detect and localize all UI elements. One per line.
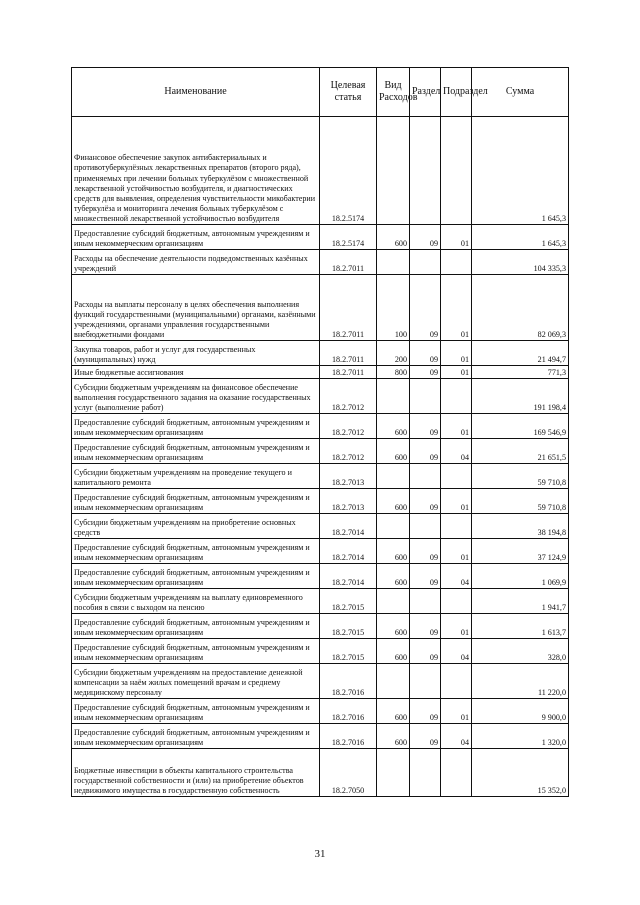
cell-subsection: 01 xyxy=(441,614,472,639)
cell-sum: 38 194,8 xyxy=(472,514,569,539)
cell-subsection xyxy=(441,250,472,275)
cell-section: 09 xyxy=(410,275,441,341)
table-row xyxy=(72,724,569,749)
cell-target-article: 18.2.7012 xyxy=(320,439,377,464)
cell-section xyxy=(410,117,441,225)
table-row xyxy=(72,117,569,225)
cell-target-article: 18.2.7014 xyxy=(320,514,377,539)
cell-target-article: 18.2.7011 xyxy=(320,250,377,275)
cell-expense-type xyxy=(377,379,410,414)
cell-subsection xyxy=(441,749,472,797)
cell-section xyxy=(410,514,441,539)
cell-subsection: 01 xyxy=(441,414,472,439)
cell-sum: 1 645,3 xyxy=(472,225,569,250)
cell-name: Предоставление субсидий бюджетным, автономным учреждениям и иным некоммерческим организациям xyxy=(72,414,320,439)
cell-name: Расходы на выплаты персоналу в целях обеспечения выполнения функций государственными (муниципальными) органами, казёнными учреждениями, органами управления государственными внебюджетными фондами xyxy=(72,275,320,341)
cell-section xyxy=(410,749,441,797)
cell-target-article: 18.2.7014 xyxy=(320,539,377,564)
cell-target-article: 18.2.5174 xyxy=(320,117,377,225)
cell-section xyxy=(410,464,441,489)
header-name: Наименование xyxy=(72,68,320,117)
cell-subsection: 04 xyxy=(441,564,472,589)
cell-target-article: 18.2.7012 xyxy=(320,414,377,439)
cell-expense-type xyxy=(377,589,410,614)
cell-expense-type xyxy=(377,514,410,539)
cell-section: 09 xyxy=(410,639,441,664)
cell-target-article: 18.2.7016 xyxy=(320,724,377,749)
cell-sum: 1 645,3 xyxy=(472,117,569,225)
cell-expense-type xyxy=(377,664,410,699)
table-row xyxy=(72,341,569,366)
cell-sum: 328,0 xyxy=(472,639,569,664)
cell-section: 09 xyxy=(410,614,441,639)
cell-name: Бюджетные инвестиции в объекты капитального строительства государственной собственности и (или) на приобретение объектов недвижимого имущества в государственную собственность xyxy=(72,749,320,797)
cell-sum: 59 710,8 xyxy=(472,489,569,514)
table-row xyxy=(72,439,569,464)
cell-expense-type xyxy=(377,464,410,489)
table-row xyxy=(72,414,569,439)
header-subsection: Подраздел xyxy=(441,68,472,117)
cell-expense-type xyxy=(377,749,410,797)
cell-expense-type: 600 xyxy=(377,414,410,439)
cell-name: Финансовое обеспечение закупок антибактериальных и противотуберкулёзных лекарственных препаратов (второго ряда), применяемых при лечении больных туберкулёзом с множественной лекарственной устойчивостью возбудителя, и диагностических средств для выявления, определения чувствительности микобактерии туберкулёза и мониторинга лечения больных туберкулёзом с множественной лекарственной устойчивостью возбудителя xyxy=(72,117,320,225)
table-row xyxy=(72,639,569,664)
cell-subsection xyxy=(441,514,472,539)
table-row xyxy=(72,514,569,539)
cell-name: Субсидии бюджетным учреждениям на проведение текущего и капитального ремонта xyxy=(72,464,320,489)
cell-expense-type: 600 xyxy=(377,614,410,639)
cell-sum: 59 710,8 xyxy=(472,464,569,489)
table-row xyxy=(72,749,569,797)
cell-section: 09 xyxy=(410,699,441,724)
table-row xyxy=(72,379,569,414)
cell-section xyxy=(410,250,441,275)
cell-subsection xyxy=(441,379,472,414)
cell-sum: 104 335,3 xyxy=(472,250,569,275)
cell-section: 09 xyxy=(410,539,441,564)
table-row xyxy=(72,225,569,250)
cell-expense-type: 800 xyxy=(377,366,410,379)
cell-section: 09 xyxy=(410,341,441,366)
cell-subsection: 01 xyxy=(441,699,472,724)
cell-subsection xyxy=(441,664,472,699)
cell-subsection: 01 xyxy=(441,341,472,366)
cell-expense-type: 600 xyxy=(377,639,410,664)
cell-name: Предоставление субсидий бюджетным, автономным учреждениям и иным некоммерческим организациям xyxy=(72,639,320,664)
page-number: 31 xyxy=(314,848,326,860)
cell-section: 09 xyxy=(410,489,441,514)
cell-expense-type: 600 xyxy=(377,439,410,464)
cell-target-article: 18.2.7013 xyxy=(320,489,377,514)
cell-target-article: 18.2.7014 xyxy=(320,564,377,589)
cell-subsection xyxy=(441,117,472,225)
table-row xyxy=(72,250,569,275)
budget-table xyxy=(71,67,569,797)
cell-target-article: 18.2.5174 xyxy=(320,225,377,250)
header-expense-type: Вид Расходов xyxy=(377,68,410,117)
cell-section: 09 xyxy=(410,366,441,379)
cell-subsection: 04 xyxy=(441,724,472,749)
cell-subsection: 01 xyxy=(441,275,472,341)
cell-expense-type: 100 xyxy=(377,275,410,341)
cell-name: Предоставление субсидий бюджетным, автономным учреждениям и иным некоммерческим организациям xyxy=(72,539,320,564)
cell-section xyxy=(410,664,441,699)
table-header-row xyxy=(72,68,569,117)
cell-expense-type: 600 xyxy=(377,489,410,514)
cell-subsection: 04 xyxy=(441,439,472,464)
cell-expense-type xyxy=(377,250,410,275)
cell-sum: 771,3 xyxy=(472,366,569,379)
cell-section xyxy=(410,379,441,414)
cell-target-article: 18.2.7016 xyxy=(320,664,377,699)
header-sum: Сумма xyxy=(472,68,569,117)
cell-name: Предоставление субсидий бюджетным, автономным учреждениям и иным некоммерческим организациям xyxy=(72,439,320,464)
cell-sum: 37 124,9 xyxy=(472,539,569,564)
cell-expense-type: 600 xyxy=(377,564,410,589)
cell-expense-type: 600 xyxy=(377,225,410,250)
cell-name: Субсидии бюджетным учреждениям на предоставление денежной компенсации за наём жилых помещений врачам и среднему медицинскому персоналу xyxy=(72,664,320,699)
cell-sum: 1 069,9 xyxy=(472,564,569,589)
cell-sum: 9 900,0 xyxy=(472,699,569,724)
table-row xyxy=(72,489,569,514)
cell-section: 09 xyxy=(410,225,441,250)
cell-name: Субсидии бюджетным учреждениям на приобретение основных средств xyxy=(72,514,320,539)
cell-target-article: 18.2.7016 xyxy=(320,699,377,724)
cell-sum: 1 941,7 xyxy=(472,589,569,614)
cell-expense-type: 600 xyxy=(377,724,410,749)
cell-subsection: 01 xyxy=(441,539,472,564)
cell-expense-type xyxy=(377,117,410,225)
cell-sum: 11 220,0 xyxy=(472,664,569,699)
table-row xyxy=(72,664,569,699)
table-row xyxy=(72,539,569,564)
cell-target-article: 18.2.7015 xyxy=(320,614,377,639)
cell-sum: 82 069,3 xyxy=(472,275,569,341)
cell-subsection xyxy=(441,464,472,489)
cell-target-article: 18.2.7013 xyxy=(320,464,377,489)
cell-name: Иные бюджетные ассигнования xyxy=(72,366,320,379)
table-row xyxy=(72,614,569,639)
cell-subsection: 01 xyxy=(441,366,472,379)
cell-name: Предоставление субсидий бюджетным, автономным учреждениям и иным некоммерческим организациям xyxy=(72,724,320,749)
cell-target-article: 18.2.7012 xyxy=(320,379,377,414)
cell-name: Предоставление субсидий бюджетным, автономным учреждениям и иным некоммерческим организациям xyxy=(72,489,320,514)
cell-sum: 191 198,4 xyxy=(472,379,569,414)
cell-name: Предоставление субсидий бюджетным, автономным учреждениям и иным некоммерческим организациям xyxy=(72,699,320,724)
table-row xyxy=(72,589,569,614)
cell-name: Предоставление субсидий бюджетным, автономным учреждениям и иным некоммерческим организациям xyxy=(72,225,320,250)
cell-sum: 15 352,0 xyxy=(472,749,569,797)
cell-name: Предоставление субсидий бюджетным, автономным учреждениям и иным некоммерческим организациям xyxy=(72,614,320,639)
table-body xyxy=(72,117,569,797)
cell-name: Субсидии бюджетным учреждениям на финансовое обеспечение выполнения государственного задания на оказание государственных услуг (выполнение работ) xyxy=(72,379,320,414)
cell-expense-type: 600 xyxy=(377,539,410,564)
cell-name: Предоставление субсидий бюджетным, автономным учреждениям и иным некоммерческим организациям xyxy=(72,564,320,589)
cell-sum: 21 651,5 xyxy=(472,439,569,464)
header-section: Раздел xyxy=(410,68,441,117)
cell-section: 09 xyxy=(410,724,441,749)
cell-sum: 1 613,7 xyxy=(472,614,569,639)
cell-name: Закупка товаров, работ и услуг для государственных (муниципальных) нужд xyxy=(72,341,320,366)
cell-sum: 21 494,7 xyxy=(472,341,569,366)
cell-subsection: 01 xyxy=(441,489,472,514)
cell-subsection: 04 xyxy=(441,639,472,664)
cell-sum: 169 546,9 xyxy=(472,414,569,439)
cell-subsection: 01 xyxy=(441,225,472,250)
cell-target-article: 18.2.7015 xyxy=(320,589,377,614)
cell-target-article: 18.2.7011 xyxy=(320,366,377,379)
cell-sum: 1 320,0 xyxy=(472,724,569,749)
cell-target-article: 18.2.7011 xyxy=(320,341,377,366)
cell-name: Субсидии бюджетным учреждениям на выплату единовременного пособия в связи с выходом на пенсию xyxy=(72,589,320,614)
cell-expense-type: 600 xyxy=(377,699,410,724)
table-row xyxy=(72,464,569,489)
cell-name: Расходы на обеспечение деятельности подведомственных казённых учреждений xyxy=(72,250,320,275)
cell-target-article: 18.2.7011 xyxy=(320,275,377,341)
cell-expense-type: 200 xyxy=(377,341,410,366)
cell-target-article: 18.2.7015 xyxy=(320,639,377,664)
header-target-article: Целевая статья xyxy=(320,68,377,117)
cell-section: 09 xyxy=(410,564,441,589)
cell-section: 09 xyxy=(410,439,441,464)
cell-section: 09 xyxy=(410,414,441,439)
cell-subsection xyxy=(441,589,472,614)
cell-section xyxy=(410,589,441,614)
cell-target-article: 18.2.7050 xyxy=(320,749,377,797)
table-row xyxy=(72,564,569,589)
table-row xyxy=(72,275,569,341)
table-row xyxy=(72,699,569,724)
table-row xyxy=(72,366,569,379)
